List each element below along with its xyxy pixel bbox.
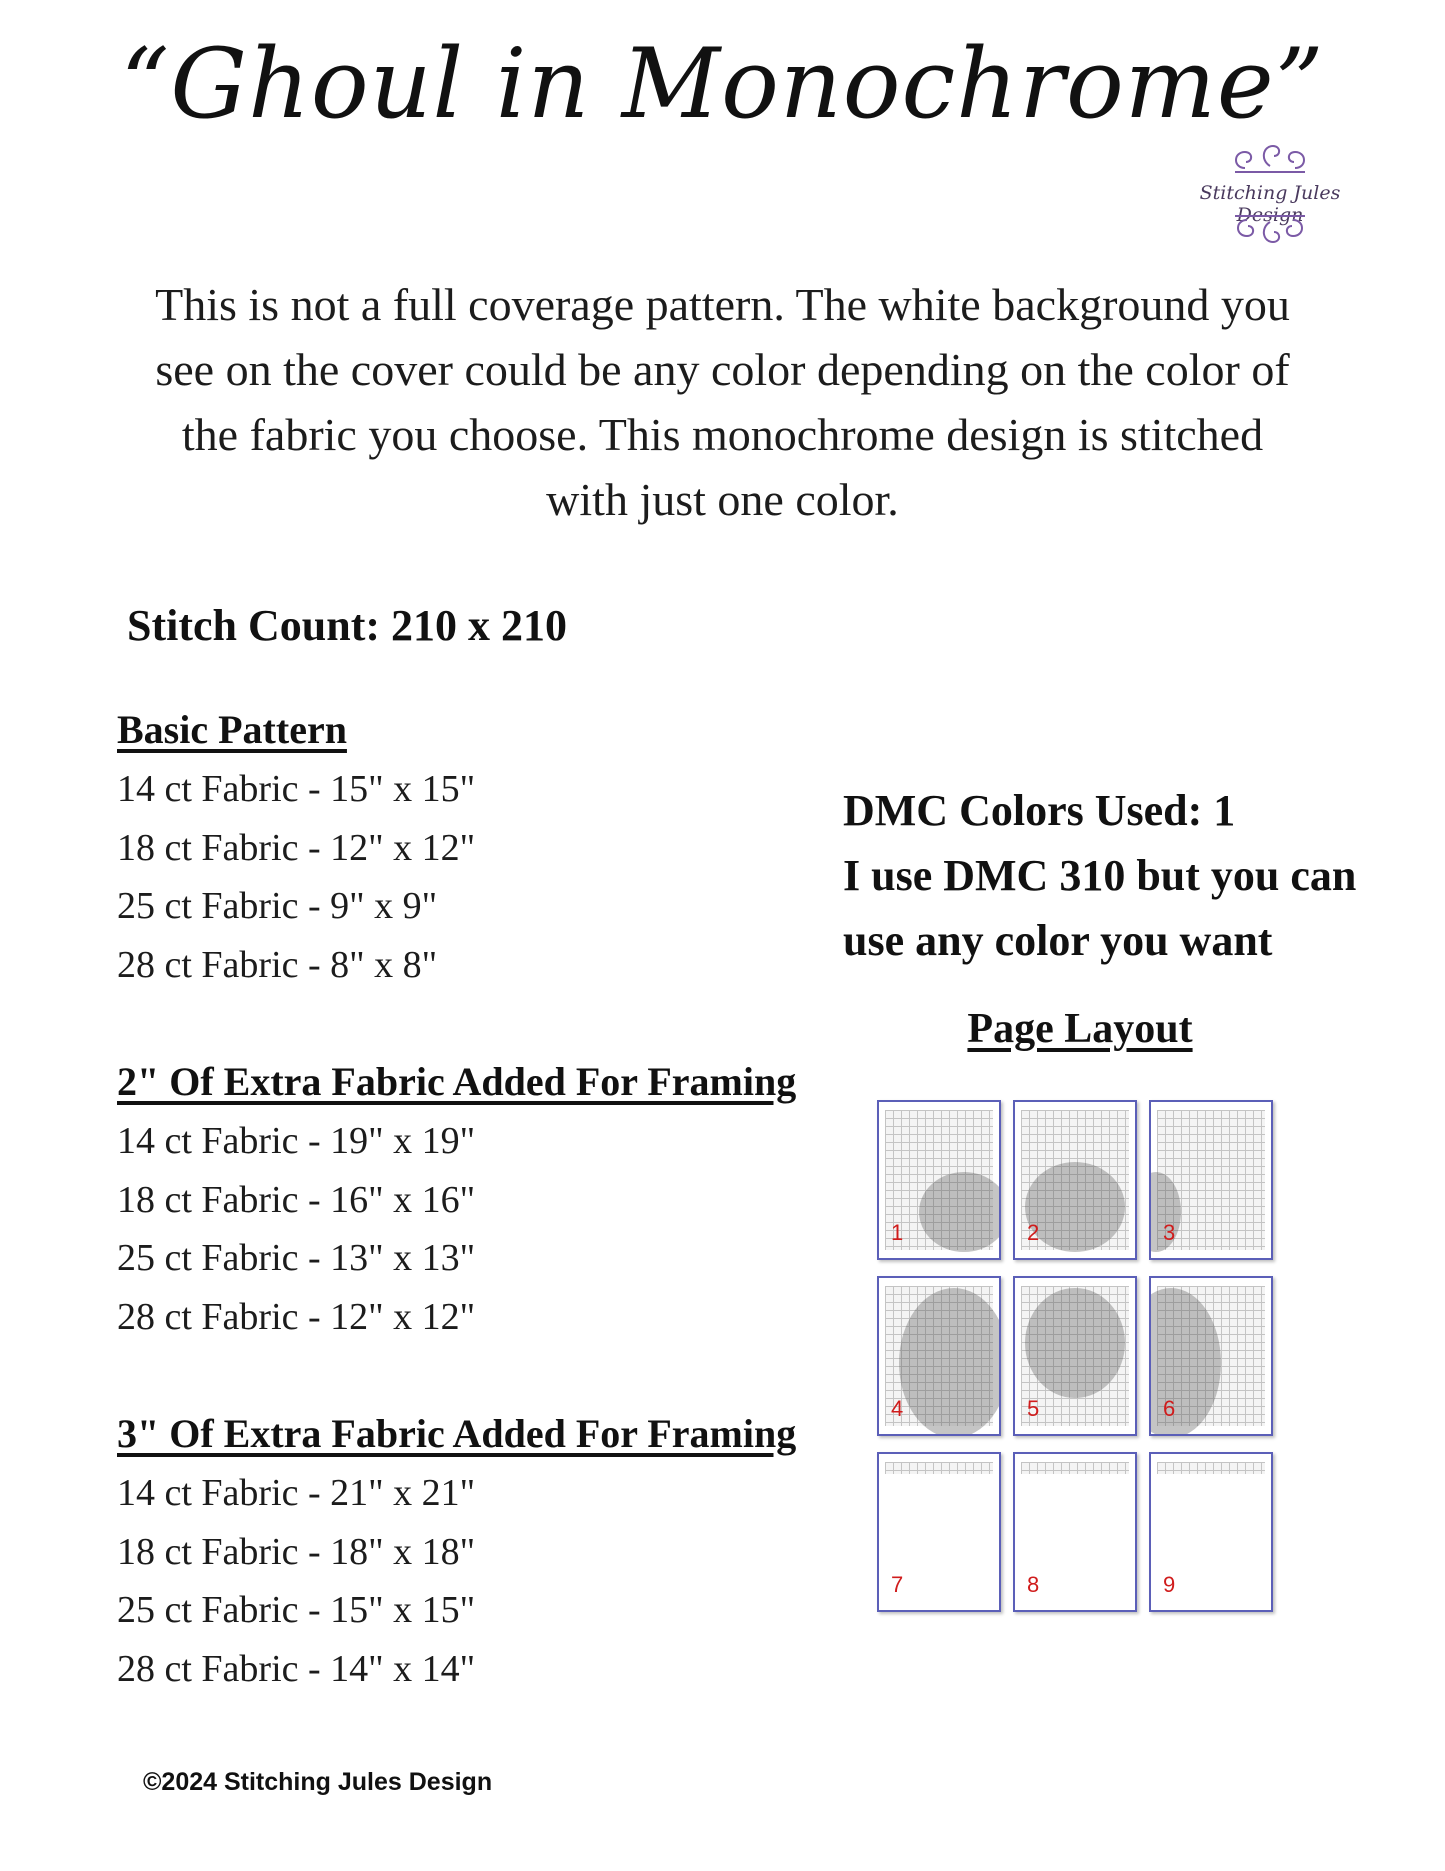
section-2in-framing bbox=[117, 1052, 817, 1346]
fabric-row: 18 ct Fabric - 16" x 16" bbox=[117, 1178, 476, 1221]
fabric-row: 25 ct Fabric - 13" x 13" bbox=[117, 1237, 476, 1279]
layout-page-thumbnail bbox=[1149, 1276, 1273, 1436]
page-number: 8 bbox=[1027, 1572, 1040, 1597]
page-layout-title: Page Layout bbox=[967, 1006, 1193, 1052]
section-heading: 3" Of Extra Fabric Added For Framing bbox=[117, 1411, 797, 1456]
intro-paragraph: This is not a full coverage pattern. The white background you see on the cover could be any color depending on the color of the fabric you choose. This monochrome design is stitched with just one color. bbox=[155, 279, 1290, 525]
section-heading: 2" Of Extra Fabric Added For Framing bbox=[117, 1059, 797, 1104]
dmc-note-line: use any color you want bbox=[843, 916, 1273, 965]
dmc-colors-note bbox=[843, 778, 1403, 973]
page-number: 9 bbox=[1163, 1572, 1176, 1597]
dmc-colors-used: DMC Colors Used: 1 bbox=[843, 786, 1236, 835]
section-basic-pattern bbox=[117, 700, 817, 994]
stitch-count: Stitch Count: 210 x 210 bbox=[127, 601, 568, 650]
brand-logo bbox=[1170, 140, 1370, 250]
fabric-row: 18 ct Fabric - 18" x 18" bbox=[117, 1530, 476, 1573]
chart-grid bbox=[1157, 1462, 1265, 1474]
fabric-row: 18 ct Fabric - 12" x 12" bbox=[117, 826, 476, 869]
layout-page-thumbnail bbox=[877, 1100, 1001, 1260]
layout-page-thumbnail bbox=[1149, 1452, 1273, 1612]
page-number: 7 bbox=[891, 1572, 904, 1597]
swirl-ornament-icon bbox=[1225, 140, 1315, 176]
layout-page-thumbnail bbox=[1013, 1276, 1137, 1436]
dmc-note-line: I use DMC 310 but you can bbox=[843, 851, 1357, 900]
layout-page-thumbnail bbox=[1013, 1100, 1137, 1260]
page-number: 4 bbox=[891, 1396, 904, 1421]
fabric-row: 14 ct Fabric - 21" x 21" bbox=[117, 1472, 476, 1514]
chart-grid bbox=[1021, 1462, 1129, 1474]
section-3in-framing bbox=[117, 1404, 817, 1698]
fabric-row: 14 ct Fabric - 19" x 19" bbox=[117, 1120, 476, 1162]
page-number: 3 bbox=[1163, 1220, 1176, 1245]
page-layout-grid bbox=[877, 1100, 1277, 1620]
layout-page-thumbnail bbox=[877, 1276, 1001, 1436]
fabric-sizes bbox=[117, 700, 817, 1756]
fabric-row: 28 ct Fabric - 12" x 12" bbox=[117, 1295, 476, 1338]
page-number: 2 bbox=[1027, 1220, 1040, 1245]
chart-grid bbox=[885, 1462, 993, 1474]
fabric-row: 14 ct Fabric - 15" x 15" bbox=[117, 768, 476, 810]
layout-page-thumbnail bbox=[877, 1452, 1001, 1612]
layout-page-thumbnail bbox=[1013, 1452, 1137, 1612]
page-number: 5 bbox=[1027, 1396, 1040, 1421]
copyright-notice: ©2024 Stitching Jules Design bbox=[143, 1768, 493, 1796]
fabric-row: 25 ct Fabric - 9" x 9" bbox=[117, 885, 438, 927]
logo-text: Stitching Jules Design bbox=[1199, 182, 1341, 226]
swirl-ornament-icon bbox=[1225, 210, 1315, 246]
section-heading: Basic Pattern bbox=[117, 707, 347, 752]
fabric-row: 25 ct Fabric - 15" x 15" bbox=[117, 1589, 476, 1631]
fabric-row: 28 ct Fabric - 8" x 8" bbox=[117, 943, 438, 986]
page-title: “Ghoul in Monochrome” bbox=[120, 28, 1325, 140]
layout-page-thumbnail bbox=[1149, 1100, 1273, 1260]
page-number: 6 bbox=[1163, 1396, 1176, 1421]
page-number: 1 bbox=[891, 1220, 904, 1245]
fabric-row: 28 ct Fabric - 14" x 14" bbox=[117, 1647, 476, 1690]
